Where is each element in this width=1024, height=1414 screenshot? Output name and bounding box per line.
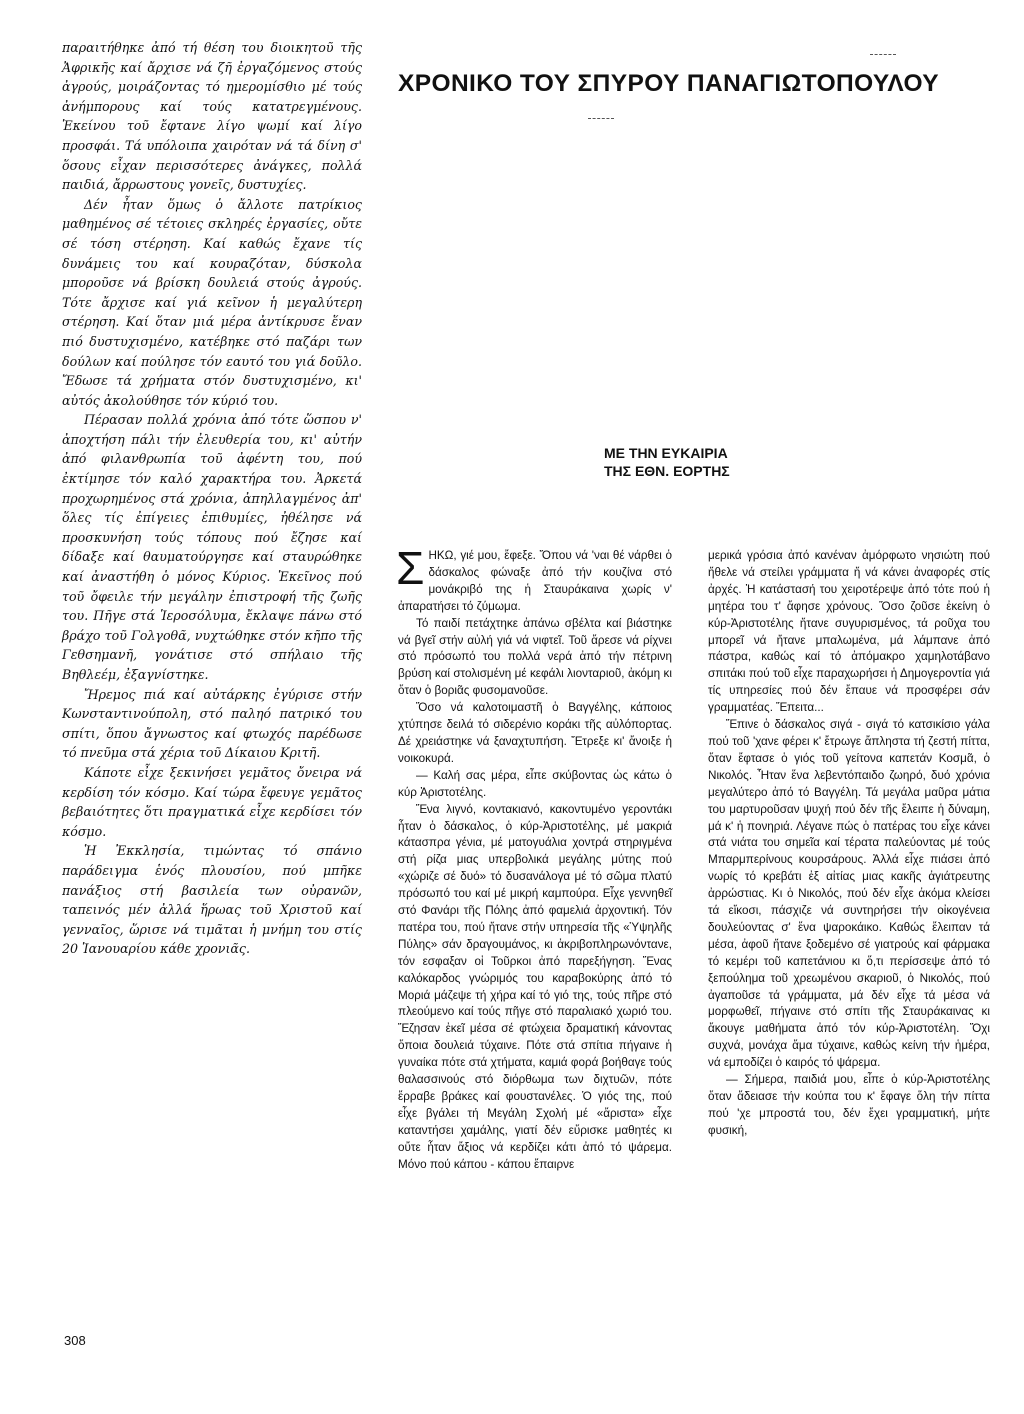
- decorative-dash-top: [870, 54, 896, 55]
- middle-paragraph-1-text: ΗΚΩ, γιέ μου, ἔφεξε. Ὅπου νά 'ναι θέ νάρθει ὁ δάσκαλος φώναξε ἀπό τήν κουζίνα στό μονάκριβό της ἡ Σταυράκαινα χωρίς ν' ἀπαρατήσει τό ζύμωμα.: [398, 549, 672, 613]
- left-paragraph-2: Δέν ἦταν ὅμως ὁ ἄλλοτε πατρίκιος μαθημένος σέ τέτοιες σκληρές ἐργασίες, οὔτε σέ τόση στέρηση. Καί καθώς ἔχανε τίς δυνάμεις του καί κουραζόταν, δύσκολα μποροῦσε νά βρίσκη δουλειά στούς ἀγρούς. Τότε ἄρχισε καί γιά κεῖνον ἡ μεγαλύτερη στέρηση. Καί ὅταν μιά μέρα ἀντίκρυσε ἕναν πιό δυστυχισμένο, κατέβηκε στό παζάρι των δούλων καί πούλησε τόν εαυτό του γιά δοῦλο. Ἔδωσε τά χρήματα στόν δυστυχισμένο, κι' αὐτός ἀκολούθησε τόν κύριό του.: [62, 196, 362, 408]
- decorative-dash-under-headline: [588, 118, 614, 119]
- page-number: 308: [64, 1333, 86, 1348]
- left-paragraph-4: Ἤρεμος πιά καί αὐτάρκης ἐγύρισε στήν Κωνσταντινούπολη, στό παληό πατρικό του σπίτι, ὅπου ἄγνωστος καί φτωχός παρέδωσε τό πνεῦμα στά χέρια τοῦ Δίκαιου Κριτῆ.: [62, 686, 362, 761]
- left-paragraph-6: Ἡ Ἐκκλησία, τιμώντας τό σπάνιο παράδειγμα ἑνός πλουσίου, πού μπῆκε πανάξιος στή βασιλεία των οὐρανῶν, ταπεινός μέν ἀλλά ἥρωας τοῦ Χριστοῦ καί γενναῖος, ὥρισε νά τιμᾶται ἡ μνήμη του στίς 20 Ἰανουαρίου κάθε χρονιᾶς.: [62, 843, 362, 957]
- middle-paragraph-1: [396, 542, 672, 616]
- left-column: [62, 38, 362, 959]
- article-headline: ΧΡΟΝΙΚΟ ΤΟΥ ΣΠΥΡΟΥ ΠΑΝΑΓΙΩΤΟΠΟΥΛΟΥ: [398, 70, 940, 97]
- right-paragraph-1: μερικά γρόσια ἀπό κανέναν ἀμόρφωτο νησιώτη πού ἤθελε νά στείλει γράμματα ἤ νά κάνει ἀναφορές στίς ἀρχές. Ἡ κατάστασή του χειροτέρεψε ἀπό τότε πού ἡ μητέρα του τ' ἄφησε χρόνους. Ὅσο ζοῦσε ἐκείνη ὁ κύρ-Ἀριστοτέλης ἤτανε συγυρισμένος, τά ροῦχα του μπορεῖ νά ἤτανε μπαλωμένα, μά λάμπανε ἀπό πάστρα, καθώς καί τό ἀπόμακρο χαμηλοτάβανο σπιτάκι πού τοῦ εἶχε παραχωρήσει ἡ Δημογεροντία γιά τίς υπηρεσίες πού δέν ἔπαυε νά προσφέρει σάν γραμματέας. Ἔπειτα...: [708, 549, 990, 715]
- middle-paragraph-3: Ὅσο νά καλοτοιμαστῆ ὁ Βαγγέλης, κάποιος χτύπησε δειλά τό σιδερένιο κοράκι τῆς αὐλόπορτας. Δέ χρειάστηκε νά ξαναχτυπήση. Ἔτρεξε κι' ἄνοιξε ἡ νοικοκυρά.: [398, 701, 672, 765]
- middle-column: [396, 542, 672, 1174]
- right-column: [708, 548, 990, 1140]
- left-paragraph-1: παραιτήθηκε ἀπό τή θέση του διοικητοῦ τῆς Ἀφρικῆς καί ἄρχισε νά ζῆ ἐργαζόμενος στούς ἀγρούς, μοιράζοντας τό ημερομίσθιο μέ τούς ἀνήμπορους καί τούς κατατρεγμένους. Ἐκείνου τοῦ ἔφτανε λίγο ψωμί καί λίγο προσφάι. Τά υπόλοιπα χαιρόταν νά τά δίνη σ' ὅσους εἶχαν περισσότερες ἀνάγκες, πολλά παιδιά, ἄρρωστους γονεῖς, δυστυχίες.: [62, 40, 362, 193]
- right-paragraph-2: Ἔπινε ὁ δάσκαλος σιγά - σιγά τό κατσικίσιο γάλα πού τοῦ 'χανε φέρει κ' ἔτρωγε ἄπληστα τή ζεστή πίττα, ὅταν ἔφτασε ὁ γιός τοῦ γείτονα καπετάν Κοσμᾶ, ὁ Νικολός. Ἦταν ἕνα λεβεντόπαιδο ζωηρό, δυό χρόνια μεγαλύτερο ἀπό τό Βαγγέλη. Τά μεγάλα μαῦρα μάτια του μαρτυροῦσαν ψυχή πού δέν τῆς ἔλειπε ἡ δύναμη, μά κ' ἡ πονηριά. Λέγανε πώς ὁ πατέρας του εἶχε κάνει στά νιάτα του σημεῖα καί τέρατα παλεύοντας μέ τούς Μπαρμπερίνους κουρσάρους. Ἀλλά εἶχε πιάσει ἀπό νωρίς τό κρεβάτι ἐξ αἰτίας μιας κακῆς ἀγιάτρευτης ἀρρώστιας. Κι ὁ Νικολός, πού δέν εἶχε ἀκόμα κλείσει τά εἴκοσι, πάσχιζε νά συντηρήσει τήν οἰκογένεια δουλεύοντας σ' ἕνα ψαροκάικο. Καθώς ἔλειπαν τά μέσα, ἀφοῦ ἤτανε ξοδεμένο σέ γιατρούς καί φάρμακα τό κεμέρι τοῦ καπετάνιου κι ὅ,τι περίσσεψε ἀπό τό ξεπούλημα τοῦ χρεωμένου σκαριοῦ, ὁ Νικολός, πού ἀγαποῦσε τά γράμματα, μά δέν εἶχε τά μέσα νά μορφωθεῖ, πήγαινε στό σπίτι τῆς Σταυράκαινας κι ἄκουγε μαθήματα ἀπό τόν κύρ-Ἀριστοτέλη. Ὄχι συχνά, μονάχα ἅμα τύχαινε, καθώς κείνη τήν ἡμέρα, νά εμποδίζει ὁ καιρός τό ψάρεμα.: [708, 718, 990, 1070]
- subheading-line-2: ΤΗΣ ΕΘΝ. ΕΟΡΤΗΣ: [604, 463, 730, 479]
- left-paragraph-5: Κάποτε εἶχε ξεκινήσει γεμᾶτος ὄνειρα νά κερδίση τόν κόσμο. Καί τώρα ἔφευγε γεμᾶτος βεβαιότητες ὅτι πραγματικά εἶχε κερδίσει τόν κόσμο.: [62, 764, 362, 839]
- left-paragraph-3: Πέρασαν πολλά χρόνια ἀπό τότε ὥσπου ν' ἀποχτήση πάλι τήν ἐλευθερία του, κι' αὐτήν ἀπό φιλανθρωπία τοῦ ἀφέντη του, πού ἐκτίμησε τόν καλό χαρακτήρα του. Ἀρκετά προχωρημένος στά χρόνια, ἀπηλλαγμένος ἀπ' ὅλες τίς ἐπίγειες ἐπιθυμίες, ἠθέλησε νά προσκυνήση τούς τόπους πού ἔζησε καί δίδαξε καί θαυματούργησε καί σταυρώθηκε καί ἀναστήθη ὁ μόνος Κύριος. Ἐκεῖνος πού τοῦ ὄφειλε τήν μεγάλην ἐπιστροφή τῆς ζωῆς του. Πῆγε στά Ἱεροσόλυμα, ἔκλαψε πάνω στό βράχο τοῦ Γολγοθᾶ, νυχτώθηκε στόν κῆπο τῆς Γεθσημανῆ, γονάτισε στό σπήλαιο τῆς Βηθλεέμ, ἐξαγνίστηκε.: [62, 412, 362, 682]
- middle-paragraph-4: — Καλή σας μέρα, εἶπε σκύβοντας ὡς κάτω ὁ κύρ Ἀριστοτέλης.: [398, 768, 672, 799]
- article-subheading: [604, 444, 804, 480]
- drop-cap: Σ: [396, 542, 425, 594]
- middle-paragraph-5: Ἕνα λιγνό, κοντακιανό, κακοντυμένο γεροντάκι ἦταν ὁ δάσκαλος, ὁ κύρ-Ἀριστοτέλης, μέ μακριά κάτασπρα γένια, μέ ματογυάλια χοντρά στηριγμένα στή ρίζα μιας υπερβολικά μεγάλης μύτης πού «χώριζε σέ δυό» τό δυσανάλογα μέ τό σῶμα πλατύ πρόσωπό του καί μέ μικρή καμπούρα. Εἶχε γεννηθεῖ στό Φανάρι τῆς Πόλης ἀπό φαμελιά ἀρχοντική. Τόν πατέρα του, πού ἤτανε στήν υπηρεσία τῆς «Ὑψηλῆς Πύλης» σάν δραγουμάνος, κι ἀκριβοπληρωνόντανε, τόν εσφαξαν οἱ Τοῦρκοι ἀπό παρεξήγηση. Ἕνας καλόκαρδος γνώριμός του καραβοκύρης ἀπό τό Μοριά μάζεψε τή χήρα καί τό γιό της, τούς πῆρε στό πλεούμενο καί τούς πῆγε στό παραλιακό χωριό του. Ἔζησαν ἐκεῖ μέσα σέ φτώχεια δραματική κάνοντας ὅποια δουλειά τύχαινε. Πότε στά σπίτια πήγαινε ἡ γυναίκα πότε στά χτήματα, καμιά φορά βοήθαγε τούς θαλασσινούς στό διόρθωμα των διχτυῶν, πότε ἔρραβε βράκες καί φουστανέλες. Ὁ γιός της, πού εἶχε βγάλει τή Μεγάλη Σχολή μέ «ἄριστα» εἶχε καταντήσει χαμάλης, γιατί δέν εὕρισκε μαθητές κι οὔτε ἦταν ἄξιος νά κερδίζει κάτι ἀπό τό ψάρεμα. Μόνο πού κάπου - κάπου ἔπαιρνε: [398, 802, 672, 1171]
- middle-paragraph-2: Τό παιδί πετάχτηκε ἀπάνω σβέλτα καί βιάστηκε νά βγεῖ στήν αὐλή γιά νά νιφτεῖ. Τοῦ ἄρεσε νά ρίχνει στό πρόσωπό του πολλά νερά ἀπό τήν πέτρινη βρύση καί στολισμένη μέ κεφάλι λιονταριοῦ, ἀκόμη κι ὅταν ὁ βοριᾶς φυσομανοῦσε.: [398, 616, 672, 698]
- subheading-line-1: ΜΕ ΤΗΝ ΕΥΚΑΙΡΙΑ: [604, 445, 728, 461]
- right-paragraph-3: — Σήμερα, παιδιά μου, εἶπε ὁ κύρ-Ἀριστοτέλης ὅταν ἄδειασε τήν κούπα του κ' ἔφαγε ὅλη τήν πίττα πού 'χε μπροστά του, δέν ἔχει γραμματική, μήτε φυσική,: [708, 1073, 990, 1137]
